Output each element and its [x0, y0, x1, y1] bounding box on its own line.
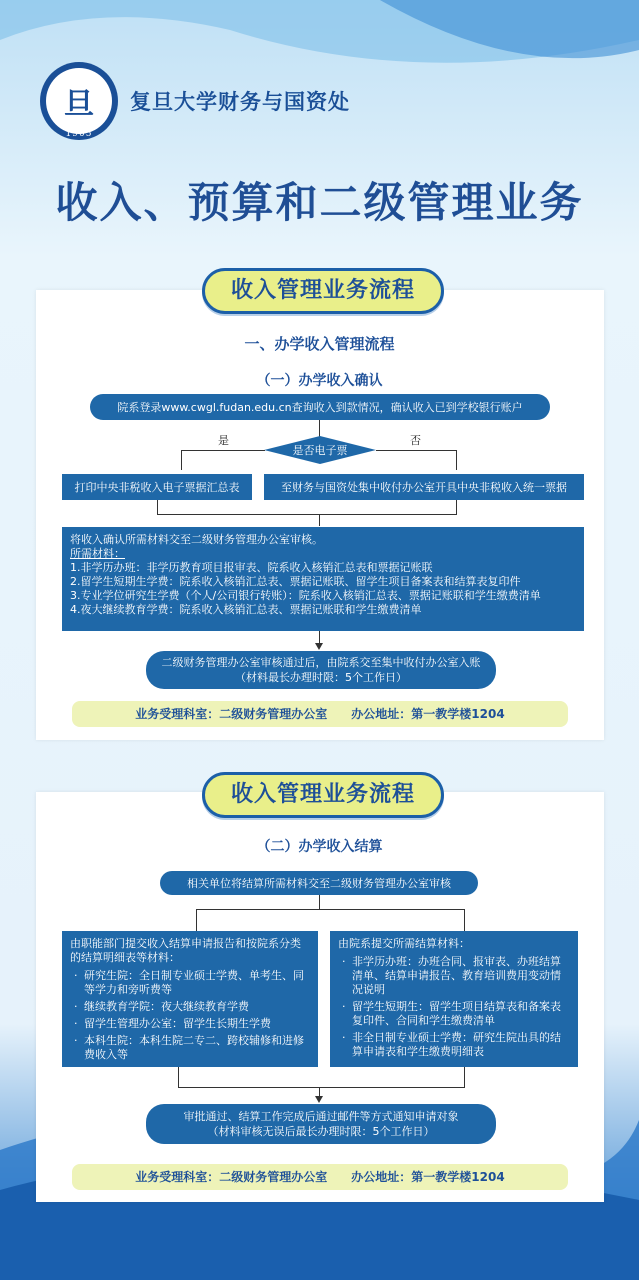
- section2-subheading: （二）办学收入结算: [256, 839, 383, 855]
- connector: [319, 895, 320, 909]
- materials-box: [62, 527, 584, 631]
- final-line1: 审批通过、结算工作完成后通过邮件等方式通知申请对象: [183, 1110, 459, 1123]
- yes-branch-box: 打印中央非税收入电子票据汇总表: [62, 474, 252, 500]
- yes-label: 是: [218, 434, 229, 447]
- materials-label: 所需材料：: [70, 547, 125, 560]
- final-line2: （材料审核无误后最长办理时限：5个工作日）: [207, 1125, 435, 1138]
- left-materials-box: [62, 931, 318, 1067]
- arrow-down-icon: [315, 1096, 323, 1103]
- org-name: 复旦大学财务与国资处: [130, 90, 350, 114]
- material-item: 3.专业学位研究生学费（个人/公司银行转账）：院系收入核销汇总表、票据记账联和学生缴费清单: [70, 589, 541, 602]
- page-title: 收入、预算和二级管理业务: [55, 178, 584, 227]
- section1-step1: 院系登录www.cwgl.fudan.edu.cn查询收入到款情况，确认收入已到学校银行账户: [90, 394, 550, 420]
- material-item: 2.留学生短期生学费：院系收入核销汇总表、票据记账联、留学生项目备案表和结算表复印件: [70, 575, 521, 588]
- right-item: · 非全日制专业硕士学费：研究生院出具的结算申请表和学生缴费明细表: [352, 1031, 570, 1059]
- section2-footer: 业务受理科室：二级财务管理办公室 办公地址：第一教学楼1204: [72, 1164, 568, 1190]
- connector: [181, 450, 182, 470]
- logo-year: 1905: [65, 129, 93, 139]
- connector: [456, 500, 457, 514]
- connector: [178, 1087, 465, 1088]
- connector: [157, 500, 158, 514]
- right-item: · 非学历办班：办班合同、报审表、办班结算清单、结算申请报告、教育培训费用变动情况说明: [352, 955, 570, 997]
- material-item: 1.非学历办班：非学历教育项目报审表、院系收入核销汇总表和票据记账联: [70, 561, 433, 574]
- right-materials-box: [330, 931, 578, 1067]
- connector: [319, 514, 320, 526]
- final-line2: （材料最长办理时限：5个工作日）: [235, 671, 407, 684]
- section2-final-box: [146, 1104, 496, 1144]
- left-item: · 本科生院：本科生院二专二、跨校辅修和进修费收入等: [84, 1034, 310, 1062]
- left-item: · 留学生管理办公室：留学生长期生学费: [84, 1017, 310, 1031]
- connector: [157, 514, 457, 515]
- decision-label: 是否电子票: [292, 444, 348, 457]
- right-item: · 留学生短期生：留学生项目结算表和备案表复印件、合同和学生缴费清单: [352, 1000, 570, 1028]
- connector: [181, 450, 265, 451]
- section1-subheading: （一）办学收入确认: [256, 373, 383, 389]
- left-item: · 继续教育学院：夜大继续教育学费: [84, 1000, 310, 1014]
- connector: [178, 1067, 179, 1087]
- connector: [464, 909, 465, 931]
- section1-heading: 一、办学收入管理流程: [244, 335, 395, 353]
- section2-step1: 相关单位将结算所需材料交至二级财务管理办公室审核: [160, 871, 478, 895]
- left-item: · 研究生院：全日制专业硕士学费、单考生、同等学力和旁听费等: [84, 969, 310, 997]
- connector: [464, 1067, 465, 1087]
- connector: [456, 450, 457, 470]
- left-intro: 由职能部门提交收入结算申请报告和按院系分类的结算明细表等材料：: [70, 937, 301, 964]
- materials-intro: 将收入确认所需材料交至二级财务管理办公室审核。: [70, 533, 323, 546]
- section1-pill-title: 收入管理业务流程: [202, 268, 444, 314]
- connector: [196, 909, 197, 931]
- section1-final-box: [146, 651, 496, 689]
- no-label: 否: [410, 434, 421, 447]
- logo-glyph-icon: 旦: [64, 87, 94, 122]
- no-branch-box: 至财务与国资处集中收付办公室开具中央非税收入统一票据: [264, 474, 584, 500]
- material-item: 4.夜大继续教育学费：院系收入核销汇总表、票据记账联和学生缴费清单: [70, 603, 422, 616]
- connector: [376, 450, 456, 451]
- right-intro: 由院系提交所需结算材料：: [338, 937, 470, 950]
- final-line1: 二级财务管理办公室审核通过后，由院系交至集中收付办公室入账: [161, 656, 481, 669]
- section1-footer: 业务受理科室：二级财务管理办公室 办公地址：第一教学楼1204: [72, 701, 568, 727]
- arrow-down-icon: [315, 643, 323, 650]
- university-logo: [40, 62, 118, 140]
- connector: [196, 909, 464, 910]
- section2-pill-title: 收入管理业务流程: [202, 772, 444, 818]
